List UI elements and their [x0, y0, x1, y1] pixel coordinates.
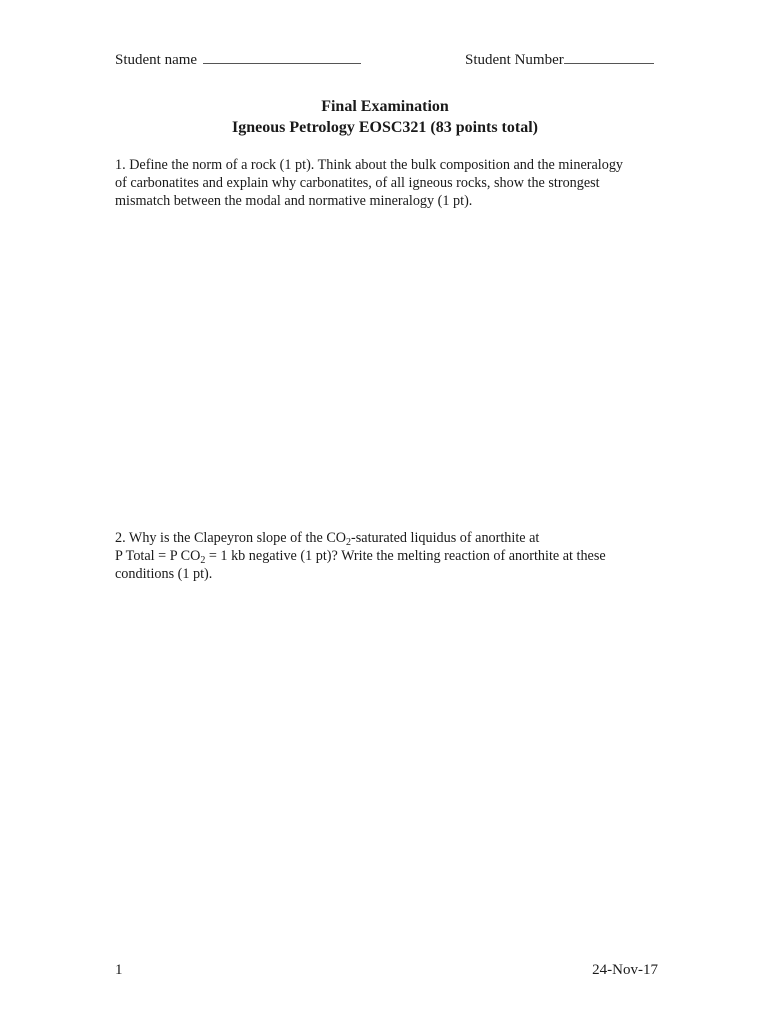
question-2-line-2-subscript: 2	[200, 555, 206, 566]
student-number-blank[interactable]	[564, 49, 654, 64]
question-1-line-3: mismatch between the modal and normative mineralogy (1 pt).	[115, 193, 473, 209]
question-2-line-2	[115, 547, 655, 565]
question-2-line-1-text-a: 2. Why is the Clapeyron slope of the CO	[115, 530, 347, 546]
question-2-line-1-subscript: 2	[346, 537, 352, 548]
student-name-label: Student name	[115, 52, 198, 68]
exam-title	[0, 96, 770, 138]
page-number: 1	[115, 962, 123, 978]
student-number-field	[465, 49, 654, 69]
student-number-label: Student Number	[465, 52, 564, 68]
question-2-line-1-text-b: -saturated liquidus of anorthite at	[351, 530, 540, 546]
question-1-line-2: of carbonatites and explain why carbonatites, of all igneous rocks, show the strongest	[115, 175, 600, 191]
question-1-line-1: 1. Define the norm of a rock (1 pt). Think about the bulk composition and the mineralogy	[115, 157, 624, 173]
question-1	[115, 156, 655, 210]
exam-title-line1: Final Examination	[321, 98, 449, 115]
student-name-blank[interactable]	[203, 49, 361, 64]
question-2-line-2-text-b: = 1 kb negative (1 pt)? Write the melting reaction of anorthite at these	[205, 548, 606, 564]
question-2	[115, 529, 655, 583]
question-2-line-3: conditions (1 pt).	[115, 566, 213, 582]
question-2-line-1	[115, 529, 655, 547]
question-2-line-2-text-a: P Total = P CO	[115, 548, 201, 564]
footer-date: 24-Nov-17	[592, 962, 658, 978]
student-name-field	[115, 49, 361, 69]
exam-title-line2: Igneous Petrology EOSC321 (83 points total)	[232, 119, 538, 136]
